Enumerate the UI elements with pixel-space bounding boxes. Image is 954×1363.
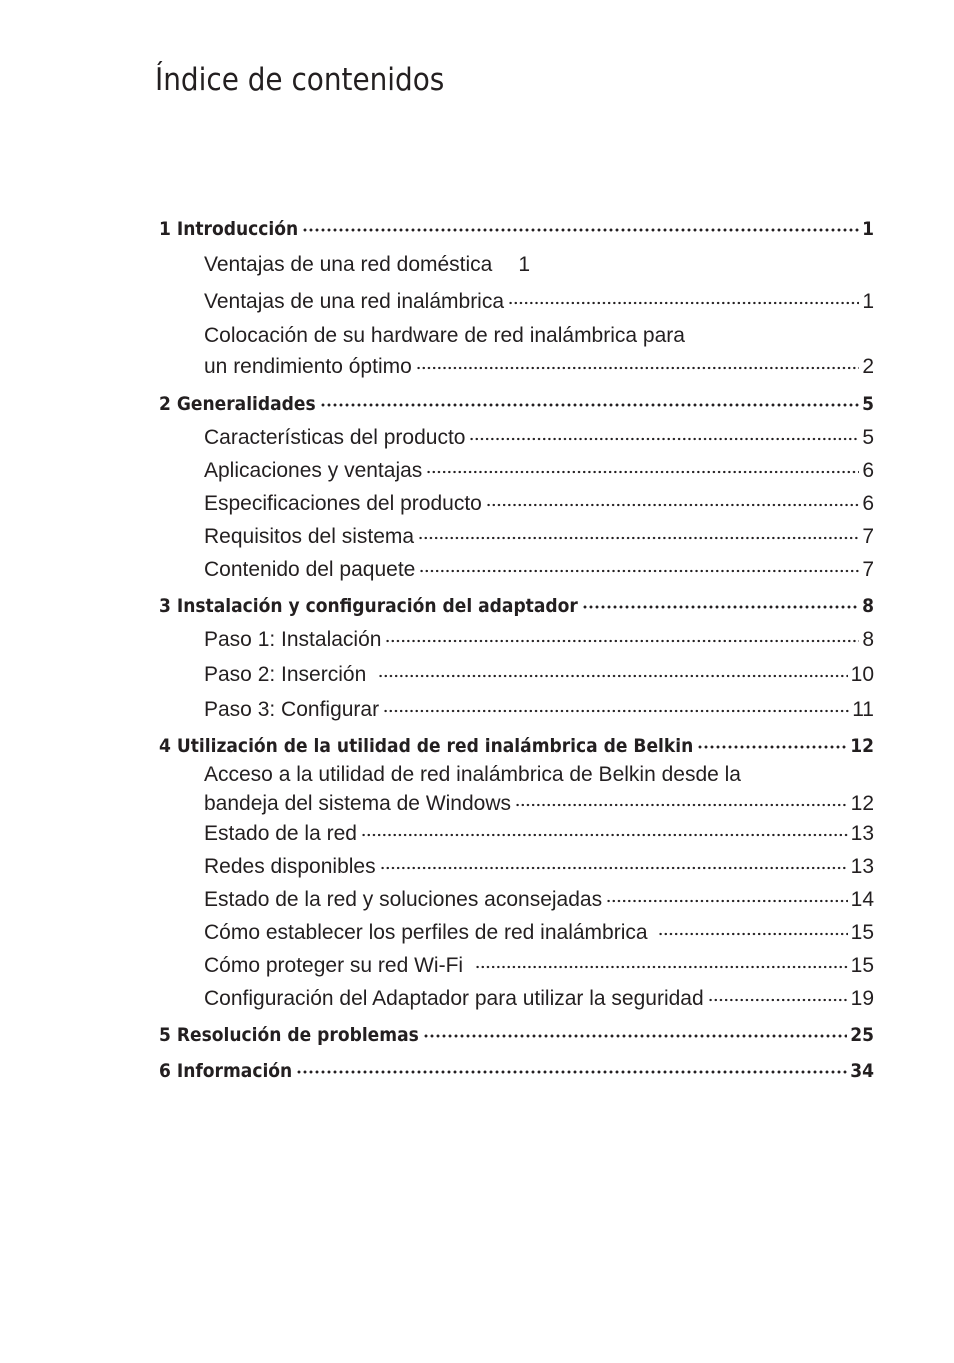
toc-section-estado-soluciones[interactable] [204,883,874,916]
toc-section-especificaciones[interactable] [204,487,874,520]
toc-page-number: 7 [862,558,874,582]
toc-chapter-4[interactable] [159,729,874,763]
dot-leader [296,1056,847,1077]
dot-leader [383,693,849,716]
dot-leader [486,487,859,510]
toc-section-label-line2: bandeja del sistema de Windows [204,792,512,816]
toc-page-number: 8 [862,628,874,652]
toc-section-label-line1: Acceso a la utilidad de red inalámbrica de Belkin desde la [204,763,741,786]
dot-leader [380,850,848,873]
toc-section-label: Requisitos del sistema [204,525,415,549]
dot-leader [302,214,859,235]
dot-leader [418,520,859,543]
toc-section-label: Cómo establecer los perfiles de red inalámbrica [204,921,648,945]
toc-page-number: 10 [850,663,874,686]
toc-section-configuracion-seguridad[interactable] [204,982,874,1015]
toc-section-contenido-paquete[interactable] [204,553,874,586]
toc-page-number: 13 [850,822,874,846]
toc-section-label: Especificaciones del producto [204,492,482,516]
toc-chapter-5[interactable] [159,1018,874,1052]
dot-leader [582,591,859,612]
toc-page-number: 1 [862,290,874,313]
toc-page-number: 13 [850,855,874,879]
toc-section-label: Ventajas de una red inalámbrica [204,290,505,313]
dot-leader [475,949,848,972]
toc-section-label: Redes disponibles [204,855,376,879]
toc-section-colocacion-hardware[interactable] [204,322,874,379]
toc-section-label: Contenido del paquete [204,558,416,582]
dot-leader [469,421,859,444]
dot-leader [320,389,859,410]
page-title: Índice de contenidos [155,62,445,98]
toc-page-number: 14 [850,888,874,912]
toc-section-label: Paso 3: Configurar [204,698,380,722]
toc-section-aplicaciones[interactable] [204,454,874,487]
toc-section-paso-3[interactable] [204,693,874,726]
toc-chapter-label: 2 Generalidades [159,393,316,415]
toc-section-perfiles[interactable] [204,916,874,949]
dot-leader [708,982,848,1005]
toc-page-number: 12 [850,792,874,816]
toc-section-label: Características del producto [204,426,466,450]
dot-leader [426,454,859,477]
toc-page-number: 6 [862,459,874,483]
toc-section-paso-2[interactable] [204,656,874,693]
toc-page-number: 25 [850,1024,874,1046]
toc-section-label-line1: Colocación de su hardware de red inalámbrica para [204,324,685,347]
toc-page-number: 34 [850,1060,874,1082]
toc-page-number: 2 [862,355,874,379]
toc-page-number: 12 [850,735,874,757]
toc-chapter-3[interactable] [159,589,874,623]
toc-page-number: 5 [862,426,874,450]
dot-leader [508,285,859,308]
dot-leader [697,731,847,752]
toc-section-label: Configuración del Adaptador para utilizar la seguridad [204,987,704,1011]
toc-page-number: 7 [862,525,874,549]
toc-section-label: Aplicaciones y ventajas [204,459,423,483]
toc-section-label: Ventajas de una red doméstica [204,253,493,276]
table-of-contents [159,212,874,1088]
dot-leader [419,553,859,576]
dot-leader [378,658,847,681]
toc-section-caracteristicas[interactable] [204,421,874,454]
toc-chapter-label: 4 Utilización de la utilidad de red inalámbrica de Belkin [159,735,694,757]
toc-section-paso-1[interactable] [204,623,874,656]
toc-section-estado-red[interactable] [204,817,874,850]
toc-page-number: 6 [862,492,874,516]
toc-page-number: 19 [850,987,874,1011]
dot-leader [423,1020,847,1041]
dot-leader [385,623,859,646]
dot-leader [606,883,848,906]
toc-section-label: Estado de la red [204,822,357,846]
toc-section-redes-disponibles[interactable] [204,850,874,883]
toc-section-ventajas-red-inalambrica[interactable] [204,283,874,320]
toc-page-number: 11 [852,698,874,722]
toc-page-number: 15 [850,921,874,945]
dot-leader [361,817,848,840]
toc-section-label: Cómo proteger su red Wi-Fi [204,954,464,978]
toc-chapter-2[interactable] [159,387,874,421]
toc-section-label: Estado de la red y soluciones aconsejadas [204,888,603,912]
toc-page-number: 8 [862,595,874,617]
toc-page-number: 1 [862,218,874,240]
toc-page-number: 1 [518,253,531,276]
toc-page-number: 5 [862,393,874,415]
toc-section-requisitos[interactable] [204,520,874,553]
toc-chapter-label: 5 Resolución de problemas [159,1024,419,1046]
toc-chapter-label: 3 Instalación y configuración del adaptador [159,595,578,617]
dot-leader [515,787,848,810]
toc-section-ventajas-red-domestica[interactable] [204,246,874,283]
dot-leader [658,916,848,939]
toc-chapter-6[interactable] [159,1054,874,1088]
toc-section-proteger-wifi[interactable] [204,949,874,982]
toc-section-acceso-utilidad[interactable] [204,763,874,816]
toc-chapter-label: 1 Introducción [159,218,299,240]
toc-section-label: Paso 1: Instalación [204,628,382,652]
toc-section-label: Paso 2: Inserción [204,663,367,686]
dot-leader [416,350,860,373]
toc-chapter-label: 6 Información [159,1060,293,1082]
toc-section-label-line2: un rendimiento óptimo [204,355,412,379]
toc-page-number: 15 [850,954,874,978]
toc-chapter-1[interactable] [159,212,874,246]
